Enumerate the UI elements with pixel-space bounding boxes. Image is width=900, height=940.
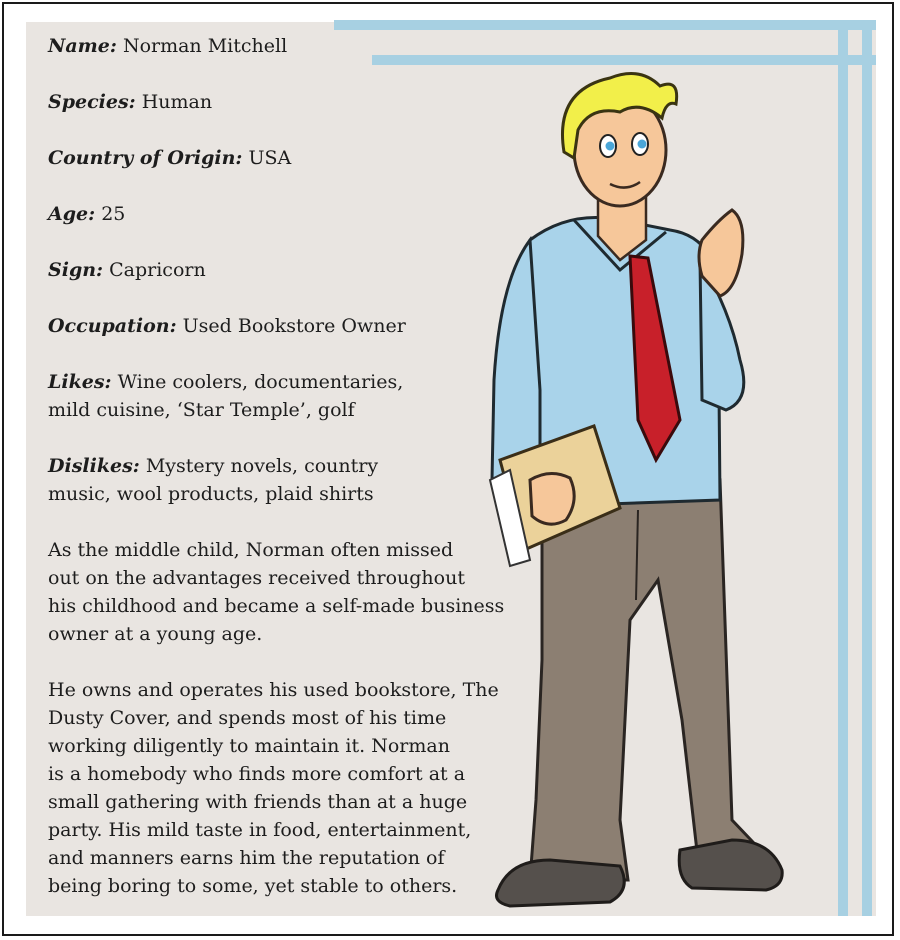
occupation-value: Used Bookstore Owner [182, 315, 406, 337]
right-shoe [679, 840, 782, 890]
bio-line: owner at a young age. [48, 623, 263, 645]
sign-label: Sign: [48, 259, 104, 281]
character-illustration [470, 60, 800, 920]
sign-value: Capricorn [109, 259, 206, 281]
left-hand [530, 473, 574, 524]
likes-line-1: Wine coolers, documentaries, [117, 371, 404, 393]
species-label: Species: [48, 91, 136, 113]
bio-line: He owns and operates his used bookstore, The [48, 679, 499, 701]
name-label: Name: [48, 35, 117, 57]
dislikes-line-1: Mystery novels, country [145, 455, 379, 477]
field-likes [48, 368, 518, 424]
name-value: Norman Mitchell [122, 35, 288, 57]
origin-label: Country of Origin: [48, 147, 243, 169]
field-origin [48, 144, 518, 172]
bio-paragraph-1 [48, 536, 518, 648]
field-dislikes [48, 452, 518, 508]
species-value: Human [141, 91, 213, 113]
bio-line: As the middle child, Norman often missed [48, 539, 454, 561]
field-sign [48, 256, 518, 284]
bio-line: being boring to some, yet stable to others. [48, 875, 458, 897]
occupation-label: Occupation: [48, 315, 177, 337]
bio-line: party. His mild taste in food, entertainment, [48, 819, 472, 841]
bio-line: his childhood and became a self-made business [48, 595, 505, 617]
field-name [48, 32, 518, 60]
dislikes-label: Dislikes: [48, 455, 140, 477]
age-value: 25 [101, 203, 126, 225]
bio-line: out on the advantages received throughout [48, 567, 465, 589]
likes-line-2: mild cuisine, ‘Star Temple’, golf [48, 399, 355, 421]
bio-line: small gathering with friends than at a huge [48, 791, 468, 813]
field-species [48, 88, 518, 116]
bio-line: and manners earns him the reputation of [48, 847, 445, 869]
pants [530, 480, 770, 880]
bio-line: working diligently to maintain it. Norman [48, 735, 450, 757]
age-label: Age: [48, 203, 96, 225]
bio-line: is a homebody who finds more comfort at a [48, 763, 466, 785]
field-occupation [48, 312, 518, 340]
bio-paragraph-2 [48, 676, 518, 900]
bio-line: Dusty Cover, and spends most of his time [48, 707, 447, 729]
field-age [48, 200, 518, 228]
profile-text [48, 32, 518, 928]
likes-label: Likes: [48, 371, 112, 393]
origin-value: USA [248, 147, 292, 169]
dislikes-line-2: music, wool products, plaid shirts [48, 483, 374, 505]
